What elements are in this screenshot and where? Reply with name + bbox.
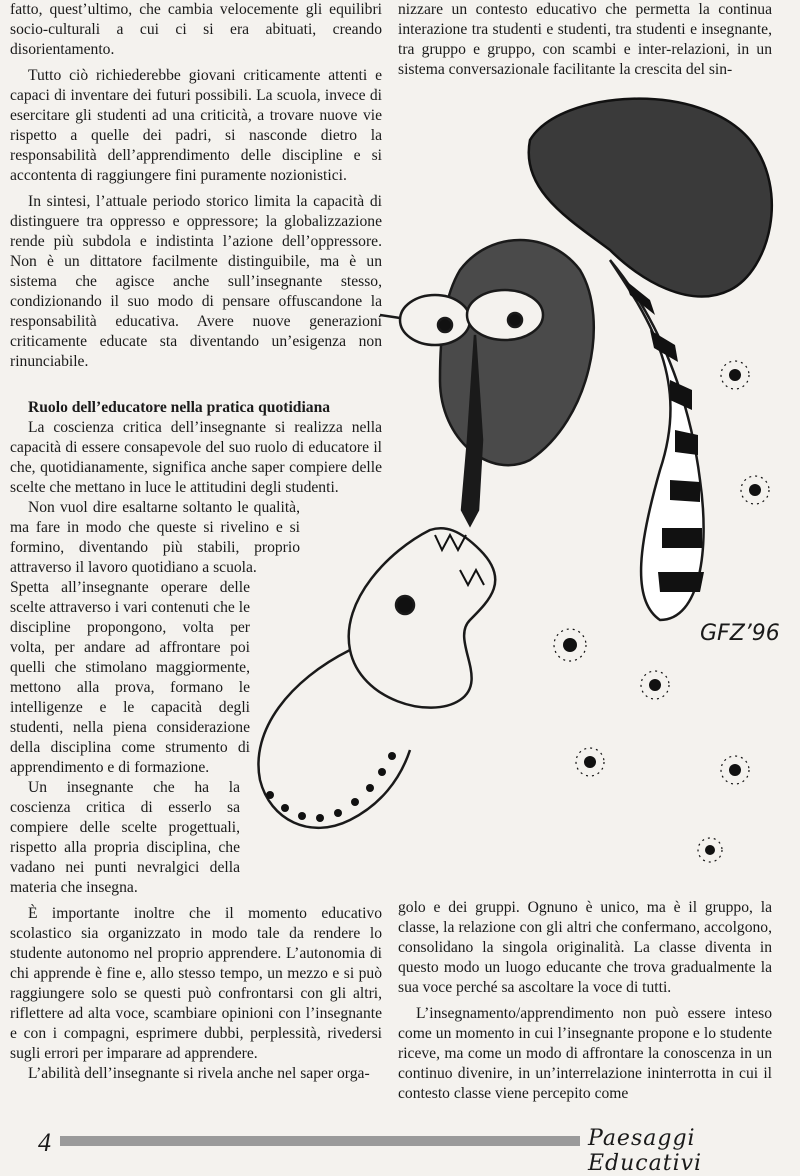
paragraph-right-bottom-2: L’insegnamento/apprendimento non può essere inteso come un momento in cui l’insegnante propone e lo studente riceve, ma come un modo di affrontare la conoscenza in un continuo divenire, in un’interrelazione ininterrotta in cui il contesto classe viene percepito come [398,1005,772,1102]
artist-signature: GFZ’96 [700,621,780,646]
tail-stripes [625,280,704,592]
magazine-brand: Paesaggi Educativi [588,1126,703,1176]
face [440,240,594,465]
eye-right [508,313,522,327]
footer-bar [60,1136,580,1146]
paragraph-5b: Spetta all’insegnante operare delle scelte attraverso i vari contenuti che le discipline propongono, volta per volta, per andare ad affrontare poi quelli che stimolano maggiormente, mettono alla prova, formano le intelligenze e le capacità degli studenti, nella piena considerazione della disciplina come strumento di apprendimento e di formazione. [10,579,250,776]
left-column [10,0,382,1084]
right-column-top [398,0,772,80]
paragraph-right-bottom-1: golo e dei gruppi. Ognuno è unico, ma è il gruppo, la classe, la relazione con gli altri che confermano, accolgono, consolidano la singola originalità. La classe diventa in questo modo un luogo educante che trova gradualmente la sua voce perché sa ascoltare la voce di tutti. [398,899,772,996]
eye-left [438,318,452,332]
paragraph-8: L’abilità dell’insegnante si rivela anche nel saper orga- [28,1065,370,1082]
paragraph-4: La coscienza critica dell’insegnante si realizza nella capacità di essere consapevole del suo ruolo di educatore il che, quotidianamente, significa anche saper compiere delle scelte che mettano in luce le attitudini degli studenti. [10,419,382,496]
page-number: 4 [38,1128,51,1157]
paragraph-1: fatto, quest’ultimo, che cambia velocemente gli equilibri socio-culturali a cui ci si era abituati, creando disorientamento. [10,1,382,58]
glasses-left-lens [400,295,470,345]
glasses-right-lens [467,290,543,340]
right-column-bottom [398,898,772,1104]
paragraph-3: In sintesi, l’attuale periodo storico limita la capacità di distinguere tra oppresso e oppressore; la globalizzazione rende più subdola e indistinta l’azione dell’oppressore. Non è un dittatore facilmente distinguibile, ma è un sistema che agisce anche sull’insegnante stesso, condizionando il suo modo di pensare offuscandone la responsabilità educativa. Avere nuove generazioni criticamente educate sta diventando un’esigenza non rinunciabile. [10,193,382,370]
paragraph-2: Tutto ciò richiederebbe giovani criticamente attenti e capaci di inventare dei futuri possibili. La scuola, invece di esercitare gli studenti ad una criticità, a trovare nuove vie rispetto a quelle dei padri, si nasconde dietro la responsabilità dell’apprendimento delle discipline e si accontenta di raggiungere fini puramente nozionistici. [10,67,382,184]
paragraph-6: Un insegnante che ha la coscienza critica di esserlo sa compiere delle scelte progettuali, rispetto alla propria disciplina, che vadano nei punti nevralgici della materia che insegna. [10,779,240,896]
paragraph-right-top: nizzare un contesto educativo che permetta la continua interazione tra studenti e studenti, tra studenti e insegnante, tra gruppo e gruppo, con scambi e inter-relazioni, in un sistema conversazionale facilitante la crescita del sin- [398,1,772,78]
creature-eye [396,596,414,614]
paragraph-5a: Non vuol dire esaltarne soltanto le qualità, ma fare in modo che queste si rivelino e si formino, diventando più stabili, proprio attraverso il lavoro quotidiano a scuola. [10,499,300,576]
paragraph-7: È importante inoltre che il momento educativo scolastico sia organizzato in modo tale da rendere lo studente autonomo nel proprio apprendere. L’autonomia di chi apprende è fine e, allo stesso tempo, un mezzo e si può raggiungere solo se questi può confrontarsi con gli altri, riflettere ad alta voce, scambiare opinioni con l’insegnante e con i compagni, esprimere dubbi, perplessità, rivedersi sugli errori per imparare ad apprendere. [10,905,382,1062]
section-heading: Ruolo dell’educatore nella pratica quotidiana [28,399,331,416]
